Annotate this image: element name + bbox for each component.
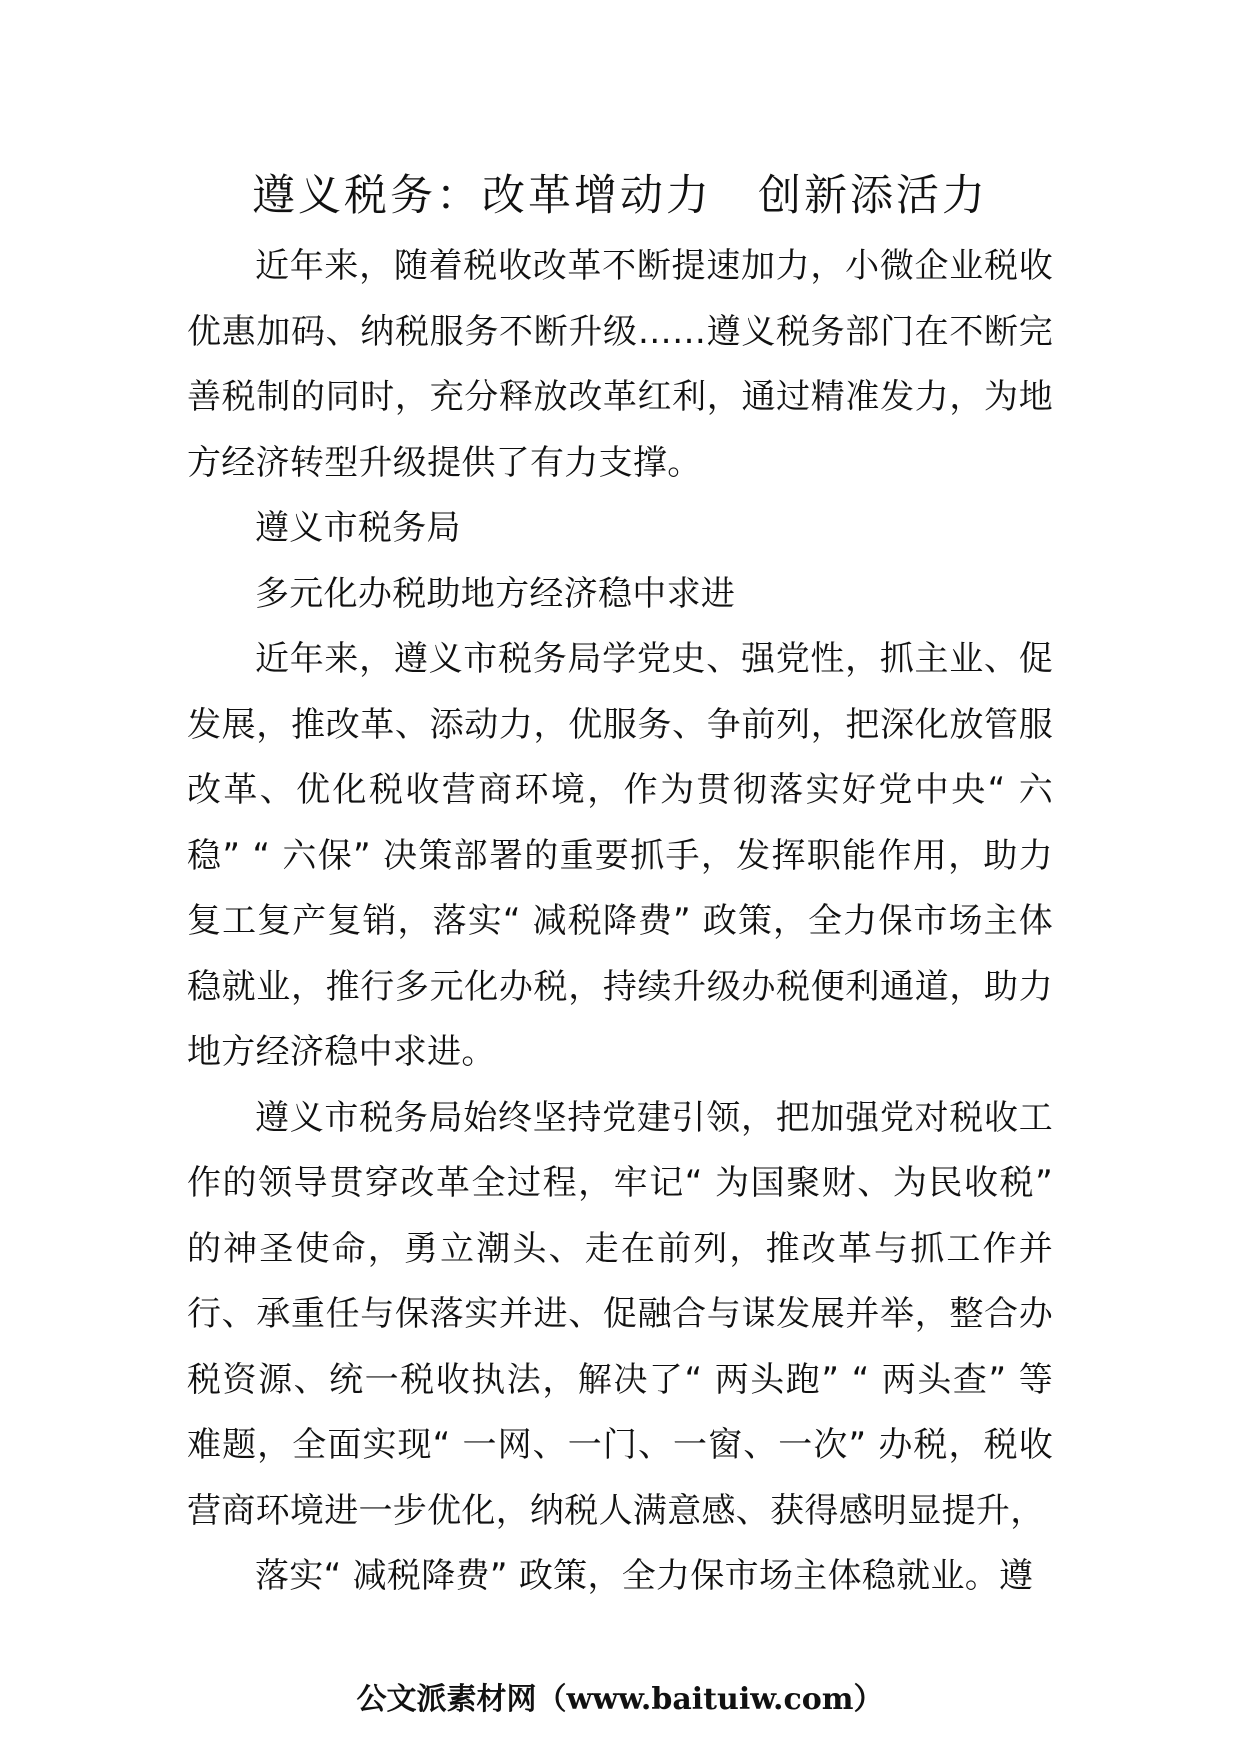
body-paragraph: 落实“ 减税降费” 政策，全力保市场主体稳就业。遵 [255,1556,1034,1596]
intro-paragraph: 近年来，随着税收改革不断提速加力，小微企业税收优惠加码、纳税服务不断升级……遵义税务部门在不断完善税制的同时，充分释放改革红利，通过精准发力，为地方经济转型升级提供了有力支撑。 [187,246,1053,483]
section-subheading: 多元化办税助地方经济稳中求进 [255,573,736,614]
footer-watermark: 公文派素材网（www.baituiw.com） [356,1682,884,1717]
body-paragraph: 近年来，遵义市税务局学党史、强党性，抓主业、促发展，推改革、添动力，优服务、争前列，把深化放管服改革、优化税收营商环境，作为贯彻落实好党中央“ 六稳” “ 六保” 决策部署的重要抓手，发挥职能作用，助力复工复产复销，落实“ 减税降费” 政策，全力保市场主体稳就业，推行多元化办税，持续升级办税便利通道，助力地方经济稳中求进。 [187,639,1053,1072]
body-paragraph: 遵义市税务局始终坚持党建引领，把加强党对税收工作的领导贯穿改革全过程，牢记“ 为国聚财、为民收税” 的神圣使命，勇立潮头、走在前列，推改革与抓工作并行、承重任与保落实并进、促融合与谋发展并举，整合办税资源、统一税收执法，解决了“ 两头跑” “ 两头查” 等难题，全面实现“ 一网、一门、一窗、一次” 办税，税收营商环境进一步优化，纳税人满意感、获得感明显提升， [187,1097,1053,1531]
document-body [187,234,1053,1610]
document-title: 遵义税务：改革增动力 创新添活力 [252,171,988,221]
section-heading-bureau: 遵义市税务局 [255,508,461,548]
